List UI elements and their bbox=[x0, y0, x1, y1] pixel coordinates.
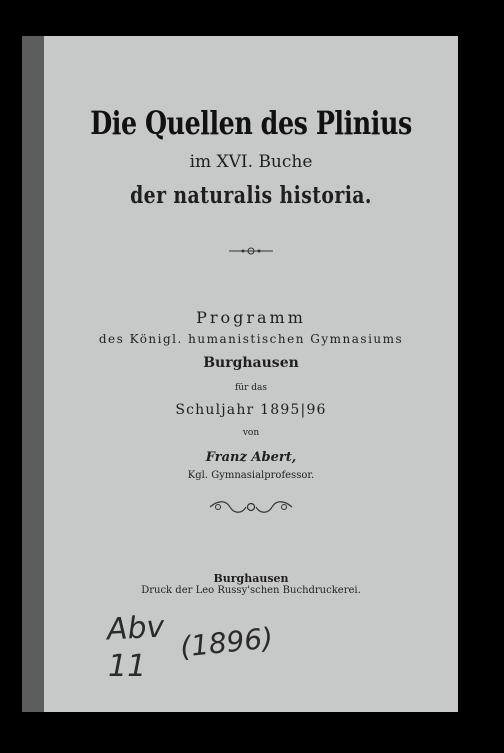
title-page bbox=[22, 36, 458, 712]
ornament-divider-icon bbox=[44, 241, 458, 260]
imprint-printer: Druck der Leo Russy'schen Buchdruckerei. bbox=[141, 585, 361, 596]
subtitle-line-2: der naturalis historia. bbox=[130, 182, 372, 209]
imprint-place: Burghausen bbox=[213, 572, 289, 585]
handwritten-year: (1896) bbox=[178, 621, 275, 664]
author-name: Franz Abert, bbox=[205, 450, 297, 465]
school-name: Burghausen bbox=[203, 355, 299, 371]
school-year: Schuljahr 1895|96 bbox=[175, 402, 327, 418]
handwritten-shelfmark-top: Abv bbox=[106, 609, 166, 648]
binding-spine bbox=[22, 36, 44, 712]
programm-heading: Programm bbox=[196, 308, 306, 327]
by-label: von bbox=[242, 428, 260, 438]
handwritten-shelfmark-bottom: 11 bbox=[108, 649, 147, 684]
book-title: Die Quellen des Plinius bbox=[90, 104, 412, 142]
subtitle-line-1: im XVI. Buche bbox=[189, 152, 313, 172]
for-label: für das bbox=[234, 383, 268, 393]
ornament-scroll-icon bbox=[44, 499, 458, 519]
institution-line: des Königl. humanistischen Gymnasiums bbox=[98, 332, 404, 346]
author-role: Kgl. Gymnasialprofessor. bbox=[187, 470, 315, 481]
